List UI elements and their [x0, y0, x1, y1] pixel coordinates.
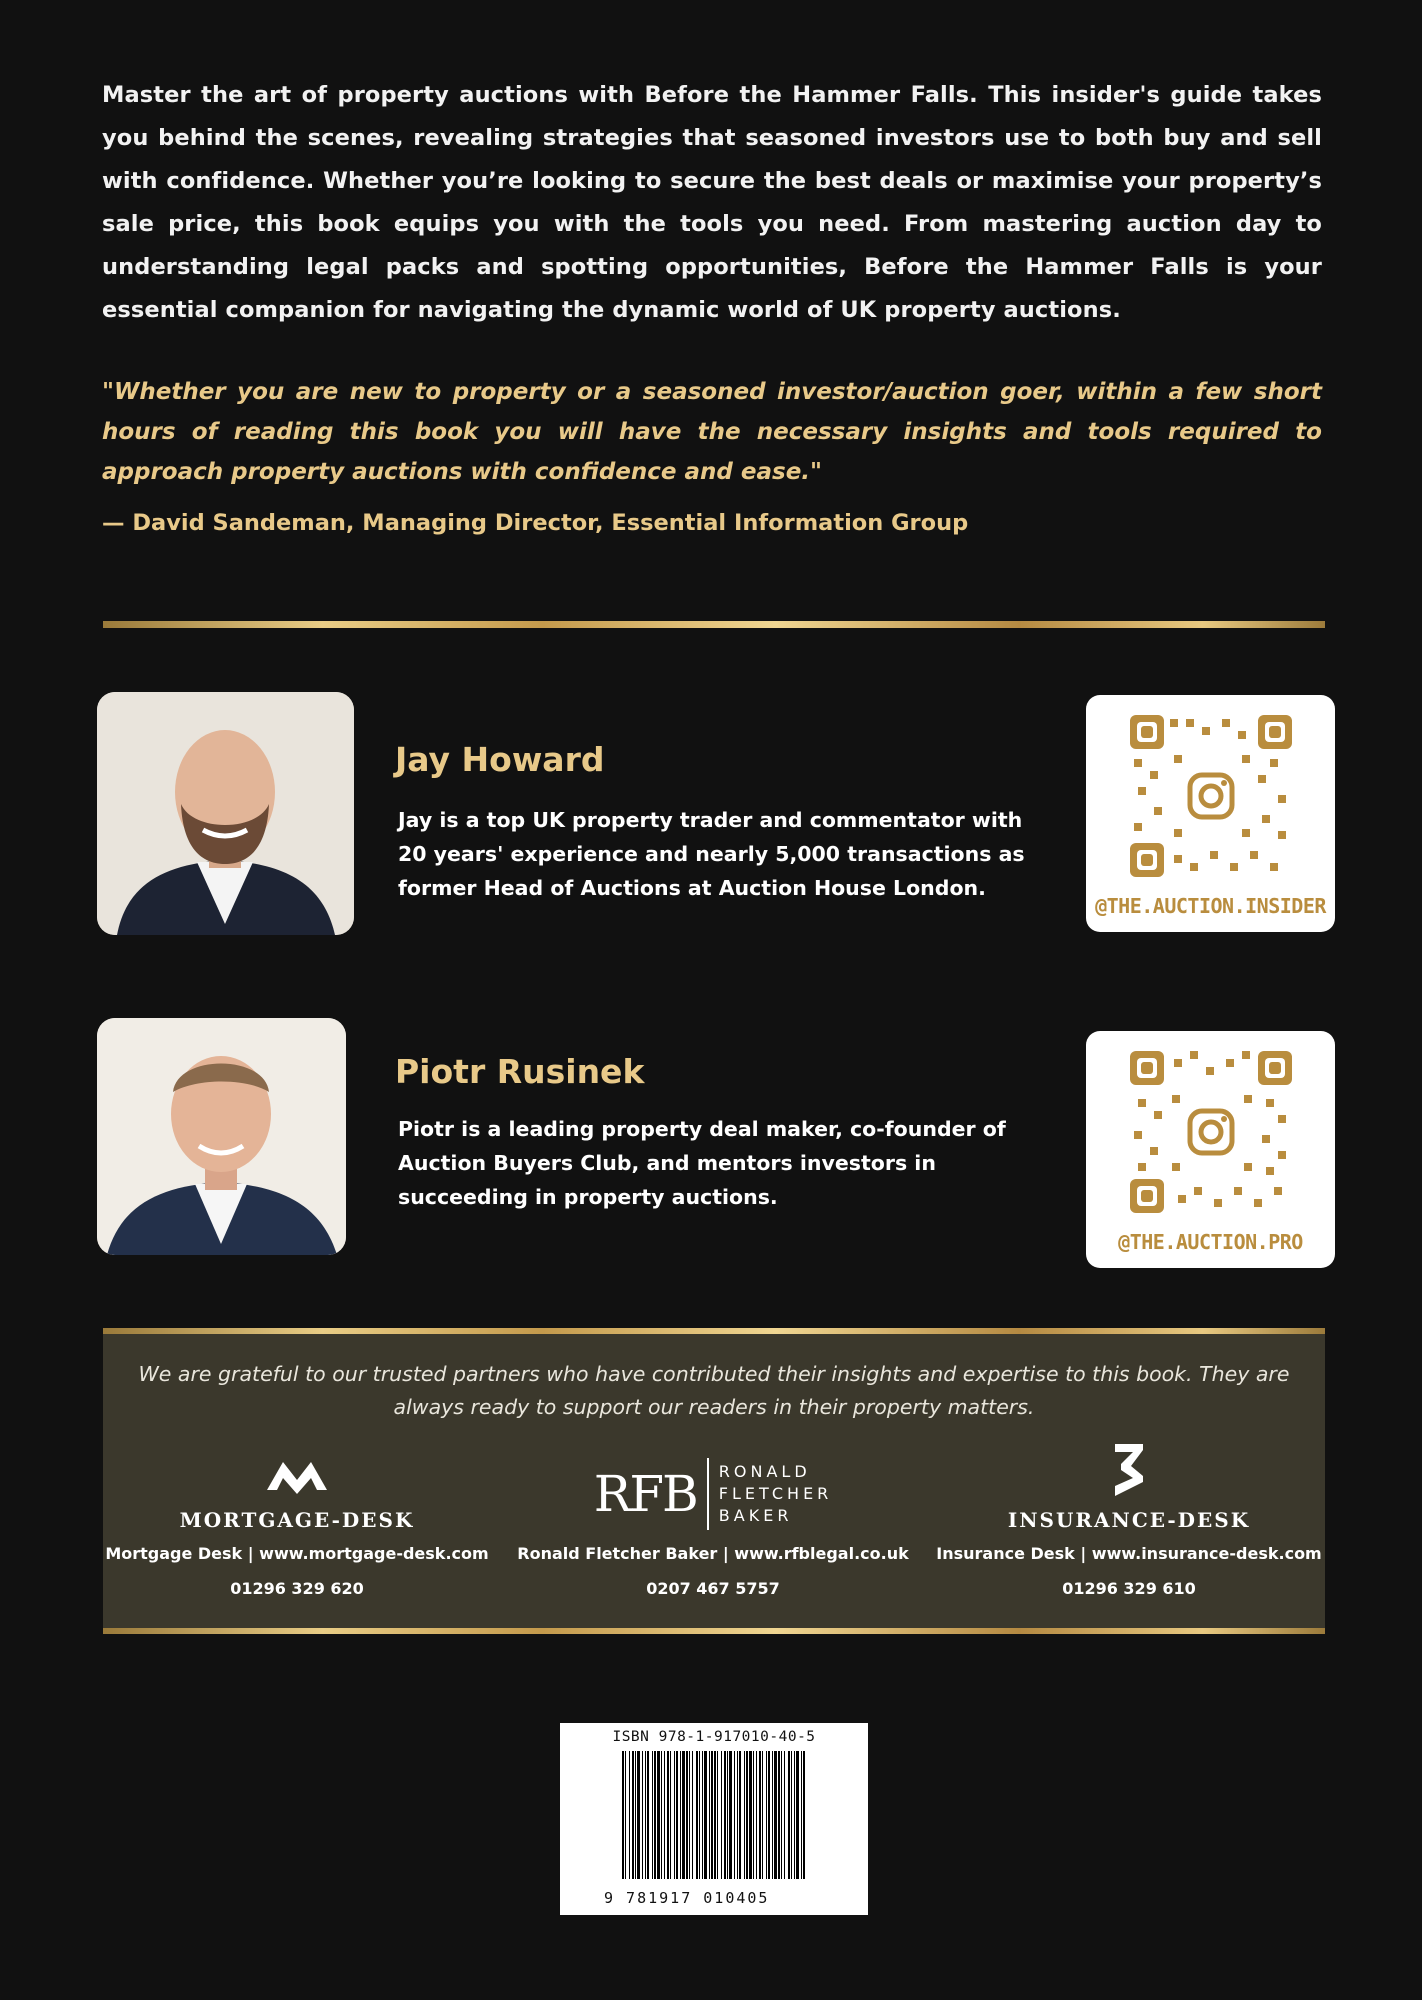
partner-info-rfb[interactable]: Ronald Fletcher Baker | www.rfblegal.co.uk: [517, 1544, 909, 1563]
partner-phone-rfb[interactable]: 0207 467 5757: [646, 1579, 780, 1598]
author-name-jay: Jay Howard: [395, 740, 605, 779]
portrait-image: [97, 692, 354, 935]
partners-intro: We are grateful to our trusted partners who have contributed their insights and expertise to this book. They are always ready to support our readers in their property matters.: [138, 1362, 1290, 1419]
partner-phone-mortgage[interactable]: 01296 329 620: [230, 1579, 364, 1598]
qr-card-piotr[interactable]: [1086, 1031, 1335, 1268]
portrait-image: [97, 1018, 346, 1255]
instagram-handle-jay[interactable]: @THE.AUCTION.INSIDER: [1095, 894, 1326, 918]
isbn-barcode: [560, 1723, 868, 1915]
partner-insurance-desk[interactable]: [933, 1442, 1325, 1598]
qr-code-icon: [1130, 715, 1292, 877]
rfb-line-3: BAKER: [718, 1506, 793, 1525]
partner-info-insurance[interactable]: Insurance Desk | www.insurance-desk.com: [936, 1544, 1322, 1563]
author-photo-jay: [97, 692, 354, 935]
partner-rfb[interactable]: [515, 1454, 911, 1598]
gold-divider-top: [103, 621, 1325, 628]
rfb-logo: [515, 1454, 911, 1534]
rfb-monogram: RFB: [594, 1458, 709, 1530]
mortgage-desk-logo: [265, 1456, 329, 1494]
author-name-piotr: Piotr Rusinek: [395, 1052, 645, 1091]
barcode-number: 9 781917 010405: [604, 1889, 770, 1907]
rfb-line-1: RONALD: [718, 1462, 811, 1481]
isbn-label: ISBN 978-1-917010-40-5: [612, 1729, 816, 1745]
partner-info-mortgage[interactable]: Mortgage Desk | www.mortgage-desk.com: [105, 1544, 489, 1563]
partner-brand-insurance: INSURANCE-DESK: [1007, 1508, 1251, 1532]
testimonial-attribution: — David Sandeman, Managing Director, Essential Information Group: [102, 510, 969, 536]
partners-section: [103, 1334, 1325, 1632]
qr-card-jay[interactable]: [1086, 695, 1335, 932]
testimonial-quote: "Whether you are new to property or a seasoned investor/auction goer, within a few short hours of reading this book you will have the necessary insights and tools required to approach property auctions with confidence and ease.": [102, 379, 1322, 485]
author-bio-piotr: Piotr is a leading property deal maker, co-founder of Auction Buyers Club, and mentors investors in succeeding in property auctions.: [398, 1117, 1006, 1209]
qr-code-icon: [1130, 1051, 1292, 1213]
instagram-handle-piotr[interactable]: @THE.AUCTION.PRO: [1118, 1230, 1303, 1254]
partner-phone-insurance[interactable]: 01296 329 610: [1062, 1579, 1196, 1598]
rfb-line-2: FLETCHER: [718, 1484, 833, 1503]
partner-mortgage-desk[interactable]: [103, 1456, 491, 1598]
barcode-bars: [620, 1751, 810, 1881]
gold-divider-partners-bottom: [103, 1628, 1325, 1634]
book-blurb: Master the art of property auctions with Before the Hammer Falls. This insider's guide takes you behind the scenes, revealing strategies that seasoned investors use to both buy and sell with confidence. Whether you’re looking to secure the best deals or maximise your property’s sale price, this book equips you with the tools you need. From mastering auction day to understanding legal packs and spotting opportunities, Before the Hammer Falls is your essential companion for navigating the dynamic world of UK property auctions.: [102, 82, 1322, 323]
partner-brand-mortgage: MORTGAGE-DESK: [179, 1508, 415, 1532]
insurance-desk-logo: [1111, 1442, 1147, 1498]
author-photo-piotr: [97, 1018, 346, 1255]
author-bio-jay: Jay is a top UK property trader and commentator with 20 years' experience and nearly 5,000 transactions as former Head of Auctions at Auction House London.: [398, 808, 1025, 900]
